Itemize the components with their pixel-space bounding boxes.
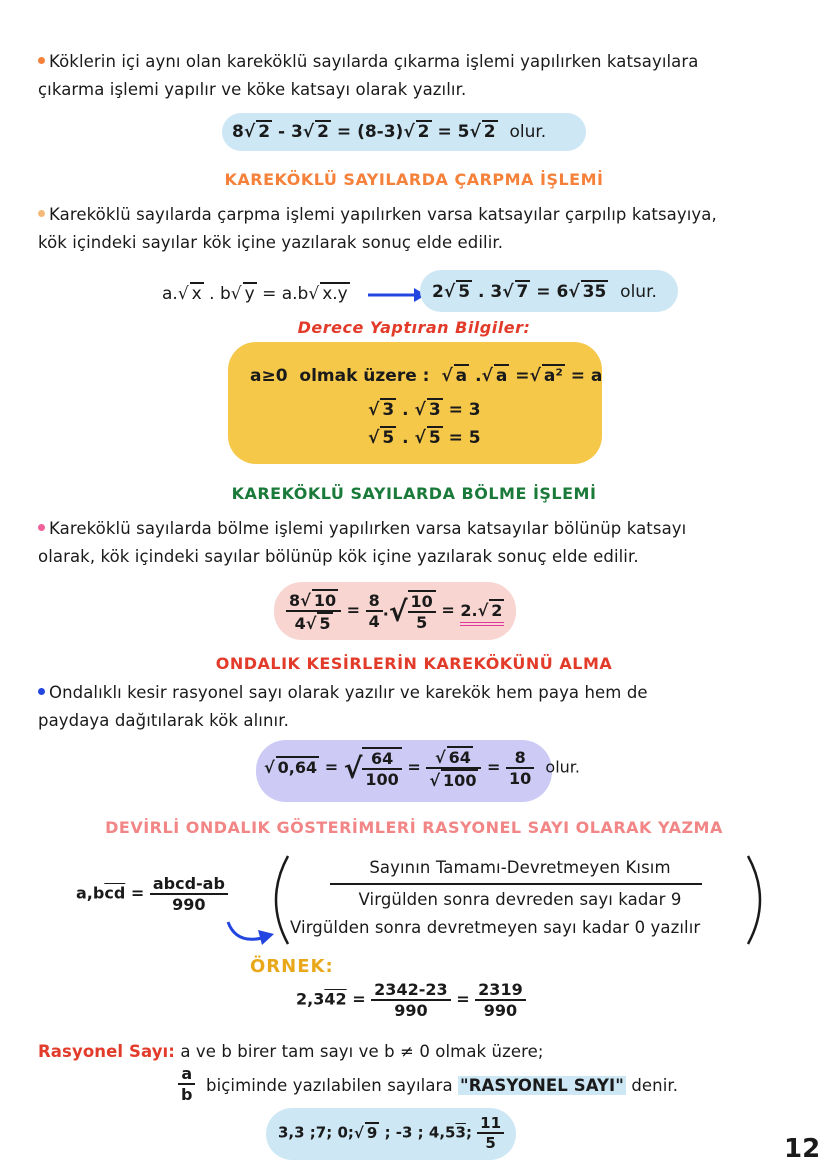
radical-sign xyxy=(415,400,426,420)
radical-sign xyxy=(300,591,311,610)
coef: 3 xyxy=(290,122,303,142)
repeating-general-formula xyxy=(76,874,228,914)
equals-sign: = xyxy=(130,883,145,903)
radicand: 7 xyxy=(516,282,529,302)
fraction xyxy=(362,747,401,789)
condition-label: olmak üzere : xyxy=(299,366,430,386)
multiplication-example xyxy=(432,280,657,302)
bullet-dot xyxy=(38,524,45,531)
fraction-denominator: 990 xyxy=(394,1001,428,1020)
equals-sign: = xyxy=(456,989,470,1009)
radicand: 3 xyxy=(428,400,441,420)
fraction-numerator: 2319 xyxy=(475,980,526,1001)
fraction-numerator: abcd-ab xyxy=(150,874,228,895)
repeating-digits: 42 xyxy=(324,989,347,1009)
division-formula xyxy=(286,589,504,633)
rational-text-2-line xyxy=(206,1072,806,1100)
radical-sign xyxy=(354,1124,364,1142)
coef: a. xyxy=(162,284,178,304)
radicand: x.y xyxy=(322,284,348,304)
radical-sign xyxy=(368,428,379,448)
radical-sign xyxy=(306,614,317,633)
rational-term: "RASYONEL SAYI" xyxy=(460,1076,624,1095)
rational-examples xyxy=(278,1114,504,1152)
fraction-numerator: 11 xyxy=(477,1114,504,1134)
fraction-numerator: a xyxy=(178,1064,195,1085)
radical-sign xyxy=(389,595,408,628)
equals-sign: = xyxy=(570,366,585,386)
radicand: a xyxy=(455,366,468,386)
division-result xyxy=(460,601,504,626)
radicand: 2 xyxy=(317,122,329,142)
coef: 3 xyxy=(490,282,503,302)
radical-sign xyxy=(435,748,446,767)
separator: ; xyxy=(465,1123,472,1142)
coef: b xyxy=(219,284,231,304)
radical-sign xyxy=(178,284,189,304)
equals-sign: = xyxy=(324,757,339,777)
rational-frac xyxy=(178,1064,195,1104)
radicand: 5 xyxy=(382,428,395,448)
radical-sign xyxy=(231,284,242,304)
radicand: a² xyxy=(543,366,563,386)
decimal-text xyxy=(38,679,818,735)
fraction-denominator: 5 xyxy=(416,613,428,632)
tips-line3 xyxy=(368,426,481,448)
repeating-digits: $\overline{cd}$ xyxy=(104,883,126,903)
repeating-rule-denominator-1: Virgülden sonra devreden sayı kadar 9 xyxy=(358,890,682,909)
paren-expression: (8-3) xyxy=(357,122,404,142)
left-paren-icon xyxy=(262,854,292,946)
repeating-rule-denominator-2: Virgülden sonra devretmeyen sayı kadar 0 yazılır xyxy=(290,918,701,937)
radicand: 2 xyxy=(258,122,271,142)
tips-line2 xyxy=(368,398,481,420)
radicand: 9 xyxy=(366,1123,378,1142)
subtraction-formula xyxy=(232,120,546,142)
radicand: 5 xyxy=(458,282,471,302)
coef: 8 xyxy=(289,591,301,610)
dot-operator: . xyxy=(477,282,485,302)
decimal-part: a,b xyxy=(76,883,105,903)
repeating-digits: 3 xyxy=(455,1123,466,1142)
bullet-dot xyxy=(38,57,45,64)
multiplication-text-line1: Kareköklü sayılarda çarpma işlemi yapılırken varsa katsayılar çarpılıp katsayıya, xyxy=(49,205,717,224)
equals-sign: = xyxy=(346,600,361,620)
radicand: 0,64 xyxy=(277,757,318,777)
fraction-numerator: 2342-23 xyxy=(371,980,450,1001)
coef: 2 xyxy=(432,282,444,302)
radicand: 10 xyxy=(313,591,337,610)
dot-operator: . xyxy=(475,366,482,386)
fraction-numerator: 8 xyxy=(366,591,383,612)
radicand: a xyxy=(495,366,508,386)
bullet-dot xyxy=(38,688,45,695)
decimal-heading: ONDALIK KESİRLERİN KAREKÖKÜNÜ ALMA xyxy=(215,654,613,673)
radical-sign xyxy=(469,122,480,142)
coef: 2. xyxy=(460,600,478,620)
example-values: 3,3 ;7; 0; xyxy=(278,1123,354,1142)
decimal-part: 2,3 xyxy=(296,989,325,1009)
radical-sign xyxy=(441,366,452,386)
radicand: 3 xyxy=(382,400,395,420)
coef: 5 xyxy=(457,122,470,142)
fraction-numerator: 8 xyxy=(506,748,534,769)
radical-sign xyxy=(478,601,489,620)
decimal-formula xyxy=(264,746,580,790)
equals-sign: = xyxy=(487,757,501,777)
equals-sign: = xyxy=(262,284,277,304)
radicand: 100 xyxy=(443,771,477,790)
fraction xyxy=(366,591,383,631)
radical-sign xyxy=(303,122,314,142)
equals-sign: = xyxy=(448,400,463,420)
radicand: y xyxy=(244,284,255,304)
fraction-denominator xyxy=(286,612,341,633)
dot-operator: . xyxy=(382,600,389,620)
radical-sign xyxy=(415,428,426,448)
radicand: 5 xyxy=(428,428,441,448)
radical-sign xyxy=(403,122,414,142)
radical-sign xyxy=(502,282,513,302)
tips-line1 xyxy=(250,364,602,386)
radicand: 5 xyxy=(319,614,331,633)
radicand: 35 xyxy=(582,282,607,302)
rational-label: Rasyonel Sayı: xyxy=(38,1042,176,1061)
equals-sign: = xyxy=(536,282,551,302)
page-number: 12 xyxy=(784,1134,821,1164)
result: a xyxy=(590,366,603,386)
fraction xyxy=(475,980,526,1020)
fraction xyxy=(477,1114,504,1152)
equals-sign: = xyxy=(441,600,455,620)
radical-sign xyxy=(482,366,493,386)
coef: 4 xyxy=(294,614,306,633)
fraction xyxy=(150,874,228,914)
decimal-text-line1: Ondalıklı kesir rasyonel sayı olarak yazılır ve karekök hem paya hem de xyxy=(49,683,648,702)
rational-text-3: denir. xyxy=(631,1076,679,1095)
fraction xyxy=(408,590,436,632)
decimal-part: 4,5 xyxy=(428,1123,456,1142)
rational-text-2: biçiminde yazılabilen sayılara xyxy=(206,1076,453,1095)
example-label: ÖRNEK: xyxy=(250,956,334,977)
subtraction-text xyxy=(38,48,798,104)
repeating-rule-numerator: Sayının Tamamı-Devretmeyen Kısım xyxy=(369,858,671,877)
condition: a≥0 xyxy=(250,366,288,386)
multiplication-text xyxy=(38,201,818,257)
formula-tail: olur. xyxy=(545,757,580,777)
equals-sign: = xyxy=(407,757,421,777)
fraction-denominator: 4 xyxy=(368,612,380,631)
radicand: 2 xyxy=(417,122,430,142)
fraction-denominator: b xyxy=(181,1085,193,1104)
multiplication-heading: KAREKÖKLÜ SAYILARDA ÇARPMA İŞLEMİ xyxy=(224,170,604,189)
fraction-denominator: 100 xyxy=(365,770,399,789)
division-heading: KAREKÖKLÜ SAYILARDA BÖLME İŞLEMİ xyxy=(231,484,597,503)
minus-sign: - xyxy=(277,122,286,142)
fraction xyxy=(426,746,481,790)
formula-tail: olur. xyxy=(620,282,657,302)
fraction-denominator: 990 xyxy=(172,895,206,914)
dot-operator: . xyxy=(209,284,215,304)
dot-operator: . xyxy=(402,400,409,420)
subtraction-text-line1: Köklerin içi aynı olan kareköklü sayılarda çıkarma işlemi yapılırken katsayılara xyxy=(49,52,699,71)
rational-text-1: a ve b birer tam sayı ve b ≠ 0 olmak üzere; xyxy=(180,1042,544,1061)
radical-sign xyxy=(264,758,275,777)
coef: 6 xyxy=(556,282,569,302)
radical-sign xyxy=(308,284,319,304)
multiplication-text-line2: kök içindeki sayılar kök içine yazılarak sonuç elde edilir. xyxy=(38,233,504,252)
result: 5 xyxy=(468,428,481,448)
equals-sign: = xyxy=(515,366,530,386)
fraction-numerator: 10 xyxy=(408,592,436,613)
bullet-dot xyxy=(38,210,45,217)
fraction xyxy=(178,1064,195,1104)
dot-operator: . xyxy=(402,428,409,448)
arrow-right-icon xyxy=(366,285,428,305)
division-text xyxy=(38,515,818,571)
radicand: 2 xyxy=(491,600,503,620)
radical-sign xyxy=(368,400,379,420)
radical-sign xyxy=(530,366,541,386)
equals-sign: = xyxy=(437,122,452,142)
equals-sign: = xyxy=(448,428,463,448)
formula-tail: olur. xyxy=(509,122,547,142)
fraction xyxy=(286,589,341,633)
coef: a.b xyxy=(281,284,309,304)
radicand: 64 xyxy=(448,748,471,767)
fraction-denominator: 10 xyxy=(509,769,532,788)
fraction-denominator: 990 xyxy=(483,1001,518,1020)
fraction-numerator xyxy=(286,589,341,612)
radical-sign xyxy=(344,752,363,785)
fraction-numerator: 64 xyxy=(362,749,401,770)
rational-definition xyxy=(38,1038,798,1066)
radical-sign xyxy=(244,122,255,142)
example-values: ; -3 ; xyxy=(384,1123,424,1142)
radicand: 2 xyxy=(483,122,496,142)
division-text-line1: Kareköklü sayılarda bölme işlemi yapılırken varsa katsayılar bölünüp katsayı xyxy=(49,519,687,538)
radical-sign xyxy=(429,771,440,790)
rule-divider xyxy=(330,883,702,885)
radical-sign xyxy=(568,282,579,302)
fraction-denominator: 5 xyxy=(485,1134,496,1152)
repeating-heading: DEVİRLİ ONDALIK GÖSTERİMLERİ RASYONEL SAYI OLARAK YAZMA xyxy=(105,818,723,837)
decimal-text-line2: paydaya dağıtılarak kök alınır. xyxy=(38,711,289,730)
fraction xyxy=(371,980,450,1020)
multiplication-general-formula xyxy=(162,282,350,304)
subtraction-text-line2: çıkarma işlemi yapılır ve köke katsayı olarak yazılır. xyxy=(38,80,467,99)
division-text-line2: olarak, kök içindeki sayılar bölünüp kök içine yazılarak sonuç elde edilir. xyxy=(38,547,639,566)
repeating-example xyxy=(296,980,526,1020)
equals-sign: = xyxy=(352,989,366,1009)
tips-heading: Derece Yaptıran Bilgiler: xyxy=(297,318,531,337)
radical-sign xyxy=(444,282,455,302)
fraction-numerator xyxy=(426,746,481,769)
coef: 8 xyxy=(232,122,244,142)
fraction-denominator xyxy=(426,769,481,790)
equals-sign: = xyxy=(336,122,352,142)
result: 3 xyxy=(468,400,481,420)
radicand: x xyxy=(191,284,202,304)
fraction xyxy=(506,748,534,788)
